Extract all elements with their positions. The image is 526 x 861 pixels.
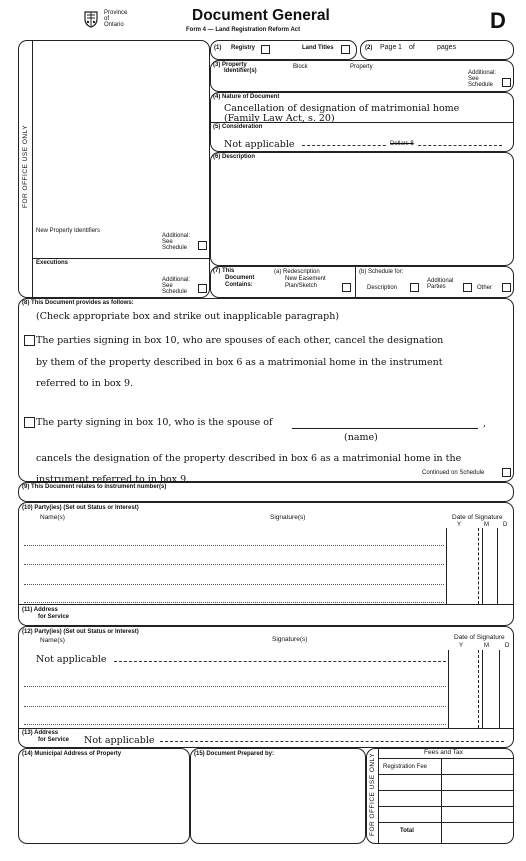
page-number: 1 <box>398 44 402 51</box>
box12-y: Y <box>459 643 464 649</box>
executions-schedule-checkbox[interactable] <box>198 284 207 293</box>
box13-label-b: for Service <box>38 737 70 743</box>
box12-m: M <box>484 643 489 649</box>
land-titles-checkbox[interactable] <box>341 45 350 54</box>
see-label: See <box>162 239 173 245</box>
box12-parties <box>18 626 514 748</box>
party-row-1[interactable] <box>24 545 444 546</box>
box10-col4 <box>497 528 498 604</box>
description-checkbox[interactable] <box>410 283 419 292</box>
box12-col1 <box>448 650 449 728</box>
plan-sketch-label: Plan/Sketch <box>285 283 318 289</box>
box10-m: M <box>484 522 489 528</box>
continued-on-schedule-checkbox[interactable] <box>502 468 511 477</box>
province-line2: of <box>104 16 110 22</box>
of-label: of <box>409 44 415 51</box>
box11-label-a: (11) Address <box>22 607 58 613</box>
fees-office-divider <box>378 749 379 843</box>
box4-label: (4) Nature of Document <box>213 94 280 100</box>
province-line1: Province <box>104 10 128 16</box>
paragraph1-checkbox[interactable] <box>24 335 35 346</box>
box13-dash <box>160 741 504 742</box>
p2-comma: , <box>483 418 487 429</box>
box3-label-a: (3) Property <box>213 62 247 68</box>
see-label-2: See <box>162 283 173 289</box>
box10-d: D <box>503 522 508 528</box>
new-property-identifiers-label: New Property Identifiers <box>36 228 101 234</box>
registry-label: Registry <box>231 45 256 51</box>
registry-checkbox[interactable] <box>261 45 270 54</box>
plan-sketch-checkbox[interactable] <box>342 283 351 292</box>
box10-col3 <box>482 528 483 604</box>
box3-schedule-checkbox[interactable] <box>502 78 511 87</box>
box12-col2 <box>478 650 479 728</box>
box3-see: See <box>468 76 479 82</box>
additional-label-2: Additional: <box>162 277 191 283</box>
box12-col4 <box>499 650 500 728</box>
box4-box5-divider <box>211 122 513 123</box>
box7-divider <box>355 267 356 297</box>
registration-fee-label: Registration Fee <box>383 764 428 770</box>
paragraph2-line2: cancels the designation of the property described in box 6 as a matrimonial home in the <box>36 453 462 464</box>
party-row-3[interactable] <box>24 584 444 585</box>
block-label: Block <box>293 64 308 70</box>
box12-col3 <box>482 650 483 728</box>
paragraph2-line3: instrument referred to in box 9. <box>36 474 190 485</box>
property-label: Property <box>350 64 373 70</box>
box7-label-c: Contains: <box>225 282 253 288</box>
box15-label: (15) Document Prepared by: <box>194 751 275 757</box>
box5-label: (5) Consideration <box>213 124 263 130</box>
fees-col-divider <box>441 758 442 843</box>
box10-box11-divider <box>19 604 513 605</box>
dollars-label: Dollars $ <box>390 141 414 147</box>
fees-title: Fees and Tax <box>424 749 463 756</box>
box12-dash <box>114 661 446 662</box>
page-title: Document General <box>192 7 330 24</box>
box8-label: (8) This Document provides as follows: <box>22 300 134 306</box>
box10-names: Name(s) <box>40 514 65 521</box>
box12-d: D <box>505 643 510 649</box>
fees-and-tax-panel <box>366 748 514 844</box>
consideration-value: Not applicable <box>224 139 295 150</box>
schedule-label: Schedule <box>162 245 188 251</box>
ontario-crest-icon <box>82 10 100 28</box>
spouse-name-caption: (name) <box>344 432 378 443</box>
box14-municipal-address <box>18 748 190 844</box>
total-label: Total <box>400 828 414 834</box>
box13-value: Not applicable <box>84 735 155 746</box>
other-label: Other <box>477 285 493 291</box>
paragraph2-line1: The party signing in box 10, who is the spouse of <box>36 417 273 428</box>
box3-additional: Additional: <box>468 70 497 76</box>
schedule-label-2: Schedule <box>162 289 188 295</box>
npi-schedule-checkbox[interactable] <box>198 241 207 250</box>
box2-num: (2) <box>365 45 373 51</box>
schedule-for-label: (b) Schedule for: <box>359 269 404 275</box>
nature-of-document-line1: Cancellation of designation of matrimonial home <box>224 103 460 114</box>
box1-num: (1) <box>214 45 222 51</box>
box3-schedule: Schedule <box>468 82 494 88</box>
box7-label-b: Document <box>225 275 255 281</box>
additional-parties-checkbox[interactable] <box>463 283 472 292</box>
box12-label: (12) Party(ies) (Set out Status or Interest) <box>22 629 139 635</box>
box10-col1 <box>446 528 447 604</box>
box15-prepared-by <box>190 748 366 844</box>
box13-label-a: (13) Address <box>22 730 59 736</box>
pages-label: pages <box>437 44 457 51</box>
box6-description <box>210 152 514 266</box>
box6-label: (6) Description <box>213 154 256 160</box>
additional-label: Additional: <box>162 233 191 239</box>
party12-row-3[interactable] <box>24 706 446 707</box>
additional-parties-label-a: Additional <box>427 278 454 284</box>
form-letter: D <box>490 8 506 33</box>
fees-row-line-4 <box>379 806 513 807</box>
box12-names: Name(s) <box>40 637 65 644</box>
box11-label-b: for Service <box>38 614 70 620</box>
box9-label: (9) This Document relates to instrument number(s) <box>22 484 167 490</box>
office-use-label: FOR OFFICE USE ONLY <box>22 124 29 208</box>
party-row-2[interactable] <box>24 564 444 565</box>
fees-office-use-label: FOR OFFICE USE ONLY <box>369 752 376 836</box>
page-label: Page <box>380 44 397 51</box>
new-easement-label: New Easement <box>285 276 326 282</box>
other-checkbox[interactable] <box>502 283 511 292</box>
box12-signatures: Signature(s) <box>272 636 308 643</box>
box12-value: Not applicable <box>36 654 107 665</box>
box10-y: Y <box>457 522 462 528</box>
paragraph1-line1: The parties signing in box 10, who are spouses of each other, cancel the designation <box>36 335 444 346</box>
additional-parties-label-b: Parties <box>427 284 446 290</box>
paragraph2-checkbox[interactable] <box>24 417 35 428</box>
box14-label: (14) Municipal Address of Property <box>22 751 122 757</box>
box12-date: Date of Signature <box>454 634 505 641</box>
paragraph1-line2: by them of the property described in box 6 as a matrimonial home in the instrument <box>36 357 443 368</box>
land-titles-label: Land Titles <box>302 45 334 51</box>
box10-col2 <box>478 528 479 604</box>
spouse-name-line[interactable] <box>292 428 478 429</box>
paragraph1-line3: referred to in box 9. <box>36 378 134 389</box>
box12-box13-divider <box>19 728 513 729</box>
fees-row-line-3 <box>379 790 513 791</box>
redescription-label: (a) Redescription <box>274 269 320 275</box>
fees-row-line-1 <box>379 758 513 759</box>
page-subtitle: Form 4 — Land Registration Reform Act <box>186 27 301 33</box>
party-row-4[interactable] <box>24 602 444 603</box>
party12-row-4[interactable] <box>24 724 446 725</box>
nature-of-document-line2: (Family Law Act, s. 20) <box>224 113 335 124</box>
box10-label: (10) Party(ies) (Set out Status or Interest) <box>22 505 139 511</box>
province-line3: Ontario <box>104 22 124 28</box>
box10-signatures: Signature(s) <box>270 514 306 521</box>
fees-row-line-5 <box>379 822 513 823</box>
party12-row-2[interactable] <box>24 686 446 687</box>
description-label: Description <box>367 285 398 291</box>
box8-instruction: (Check appropriate box and strike out inapplicable paragraph) <box>36 311 340 322</box>
executions-divider <box>32 258 210 259</box>
executions-label: Executions <box>36 260 69 266</box>
box7-label-a: (7) This <box>213 268 235 274</box>
box10-date: Date of Signature <box>452 514 503 521</box>
continued-on-schedule-label: Continued on Schedule <box>422 470 485 476</box>
box3-label-b: Identifier(s) <box>224 68 257 74</box>
fees-row-line-2 <box>379 774 513 775</box>
